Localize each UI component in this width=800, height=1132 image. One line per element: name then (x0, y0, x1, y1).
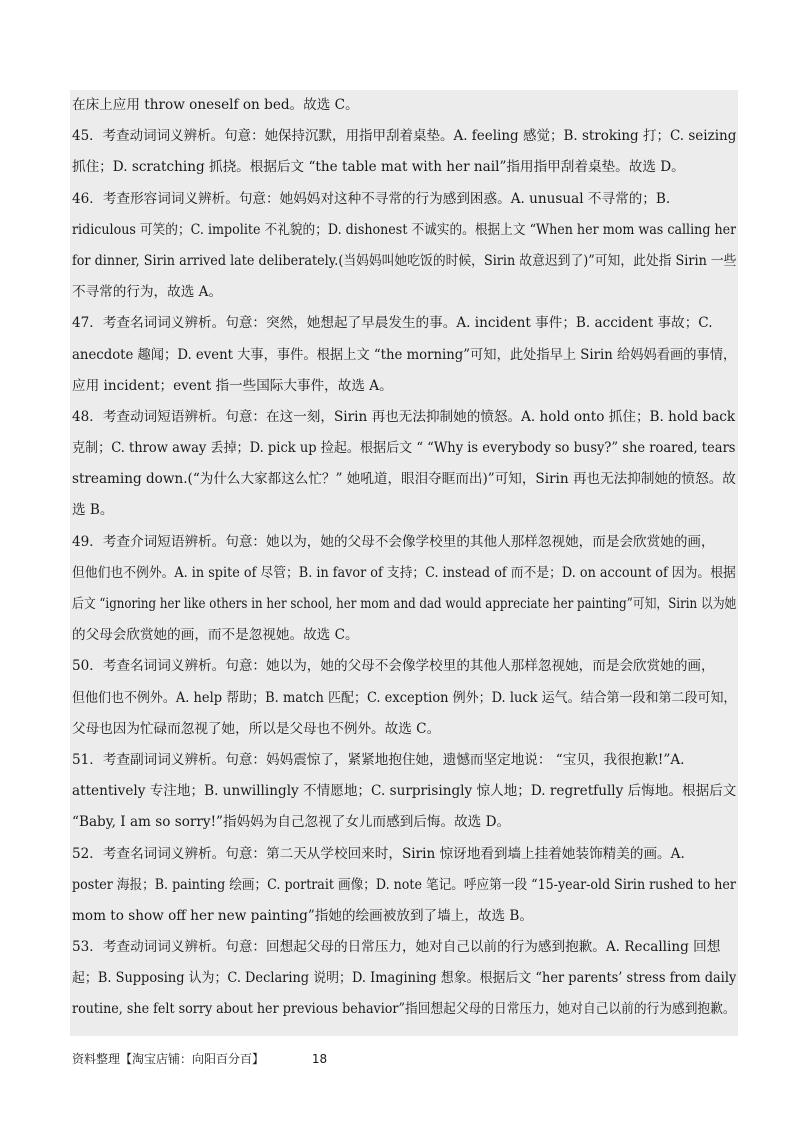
text-line: attentively 专注地；B. unwillingly 不情愿地；C. surprisingly 惊人地；D. regretfully 后悔地。根据后文 (72, 783, 736, 800)
text-line: 46．考查形容词词义辨析。句意：她妈妈对这种不寻常的行为感到困惑。A. unusual 不寻常的；B. (72, 190, 671, 207)
text-line: 53．考查动词词义辨析。句意：回想起父母的日常压力，她对自己以前的行为感到抱歉。A. Recalling 回想 (72, 939, 721, 956)
text-line: mom to show off her new painting”指她的绘画被放到了墙上，故选 B。 (72, 907, 534, 924)
text-line: streaming down.(“为什么大家都这么忙？” 她吼道，眼泪夺眶而出)”可知，Sirin 再也无法抑制她的愤怒。故 (72, 471, 736, 488)
text-line: 45．考查动词词义辨析。句意：她保持沉默，用指甲刮着桌垫。A. feeling 感觉；B. stroking 打；C. seizing (72, 128, 736, 145)
text-line: “Baby, I am so sorry!”指妈妈为自己忽视了女儿而感到后悔。故选 D。 (72, 814, 511, 831)
text-line: 克制；C. throw away 丢掉；D. pick up 捡起。根据后文 “ “Why is everybody so busy?” she roared, tears (72, 440, 736, 457)
text-line: 父母也因为忙碌而忽视了她，所以是父母也不例外。故选 C。 (72, 720, 441, 737)
text-line: 47．考查名词词义辨析。句意：突然，她想起了早晨发生的事。A. incident 事件；B. accident 事故；C. (72, 315, 713, 332)
text-line: 51．考查副词词义辨析。句意：妈妈震惊了，紧紧地抱住她，遗憾而坚定地说： “宝贝，我很抱歉!”A. (72, 751, 685, 768)
text-line: 选 B。 (72, 502, 114, 519)
text-line: 应用 incident；event 指一些国际大事件，故选 A。 (72, 377, 393, 394)
text-line: ridiculous 可笑的；C. impolite 不礼貌的；D. dishonest 不诚实的。根据上文 “When her mom was calling her (72, 221, 736, 238)
text-line: 抓住；D. scratching 抓挠。根据后文 “the table mat with her nail”指用指甲刮着桌垫。故选 D。 (72, 159, 685, 176)
text-line: 不寻常的行为，故选 A。 (72, 284, 223, 301)
page-number: 18 (311, 1052, 328, 1066)
text-line: routine, she felt sorry about her previous behavior”指回想起父母的日常压力，她对自己以前的行为感到抱歉。 (72, 1001, 736, 1018)
text-line: 49．考查介词短语辨析。句意：她以为，她的父母不会像学校里的其他人那样忽视她，而是会欣赏她的画， (72, 533, 715, 550)
text-line: for dinner, Sirin arrived late deliberately.(当妈妈叫她吃饭的时候，Sirin 故意迟到了)”可知，此处指 Sirin 一些 (72, 252, 736, 269)
text-line: 在床上应用 throw oneself on bed。故选 C。 (72, 97, 359, 113)
text-line: 50．考查名词词义辨析。句意：她以为，她的父母不会像学校里的其他人那样忽视她，而是会欣赏她的画， (72, 658, 715, 675)
text-line: poster 海报；B. painting 绘画；C. portrait 画像；D. note 笔记。呼应第一段 “15-year-old Sirin rushed to her (72, 876, 736, 893)
text-line: 48．考查动词短语辨析。句意：在这一刻，Sirin 再也无法抑制她的愤怒。A. hold onto 抓住；B. hold back (72, 408, 736, 425)
text-line: 后文 “ignoring her like others in her school, her mom and dad would appreciate her painting”可知，Sirin 以为她 (72, 596, 736, 612)
answer-explanations (72, 90, 736, 1026)
text-line: 但他们也不例外。A. in spite of 尽管；B. in favor of 支持；C. instead of 而不是；D. on account of 因为。根据 (72, 564, 736, 581)
text-line: anecdote 趣闻；D. event 大事，事件。根据上文 “the morning”可知，此处指早上 Sirin 给妈妈看画的事情， (72, 346, 736, 363)
page-footer (72, 1050, 327, 1067)
text-line: 起；B. Supposing 认为；C. Declaring 说明；D. Imagining 想象。根据后文 “her parents’ stress from daily (72, 970, 736, 987)
text-line: 但他们也不例外。A. help 帮助；B. match 匹配；C. exception 例外；D. luck 运气。结合第一段和第二段可知， (72, 689, 736, 706)
text-line: 的父母会欣赏她的画，而不是忽视她。故选 C。 (72, 627, 359, 644)
text-line: 52．考查名词词义辨析。句意：第二天从学校回来时，Sirin 惊讶地看到墙上挂着她装饰精美的画。A. (72, 845, 685, 862)
footer-source: 资料整理【淘宝店铺：向阳百分百】 (72, 1052, 265, 1066)
